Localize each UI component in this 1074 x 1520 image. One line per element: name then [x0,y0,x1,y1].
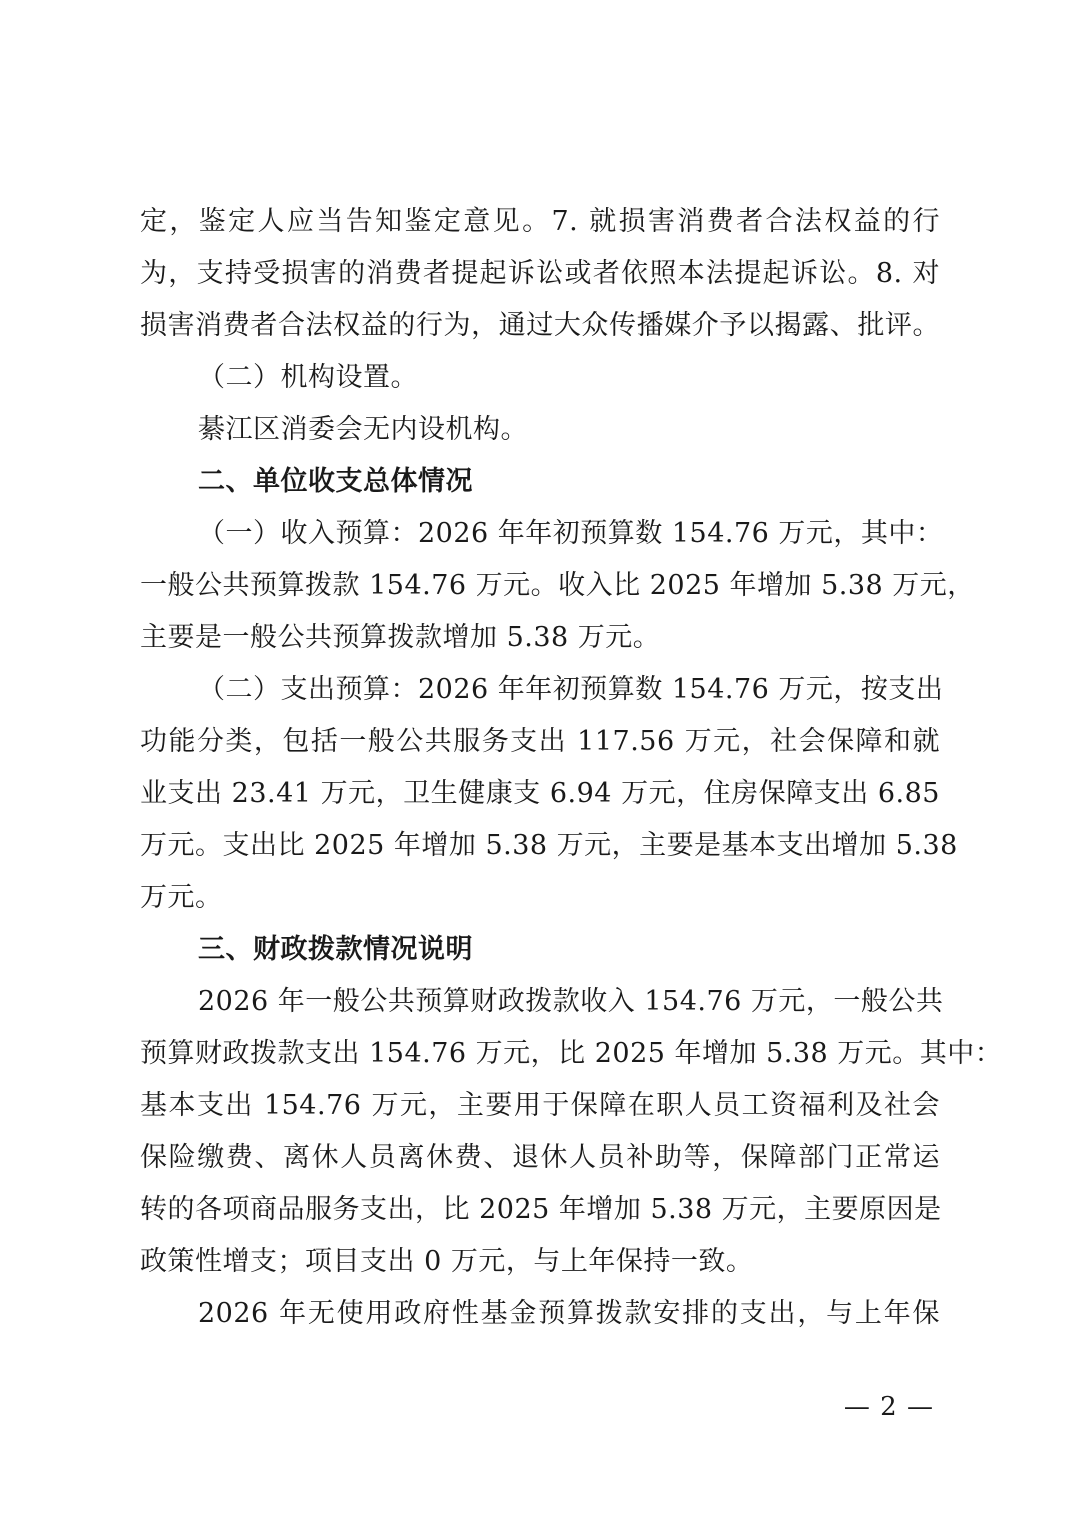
paragraph-line: 损害消费者合法权益的行为，通过大众传播媒介予以揭露、批评。 [140,310,940,341]
section-heading: 三、财政拨款情况说明 [198,934,473,965]
paragraph-line: 政策性增支；项目支出 0 万元，与上年保持一致。 [140,1246,754,1277]
paragraph-line: 万元。 [140,882,223,913]
paragraph-line: 为，支持受损害的消费者提起诉讼或者依照本法提起诉讼。8. 对 [140,258,940,289]
paragraph-line: 预算财政拨款支出 154.76 万元，比 2025 年增加 5.38 万元。其中： [140,1038,1003,1069]
paragraph-line: 定，鉴定人应当告知鉴定意见。7. 就损害消费者合法权益的行 [140,206,940,237]
paragraph-line: 转的各项商品服务支出，比 2025 年增加 5.38 万元，主要原因是 [140,1194,942,1225]
paragraph-line: 万元。支出比 2025 年增加 5.38 万元，主要是基本支出增加 5.38 [140,830,958,861]
paragraph-line: 保险缴费、离休人员离休费、退休人员补助等，保障部门正常运 [140,1142,940,1173]
section-subheading: （二）机构设置。 [198,362,418,393]
paragraph-line: （一）收入预算：2026 年年初预算数 154.76 万元，其中： [198,518,944,549]
paragraph-line: 2026 年一般公共预算财政拨款收入 154.76 万元，一般公共 [198,986,944,1017]
document-body [140,196,1003,1340]
paragraph-line: 綦江区消委会无内设机构。 [198,414,528,445]
paragraph-line: 业支出 23.41 万元，卫生健康支 6.94 万元，住房保障支出 6.85 [140,778,940,809]
paragraph-line: （二）支出预算：2026 年年初预算数 154.76 万元，按支出 [198,674,944,705]
paragraph-line: 主要是一般公共预算拨款增加 5.38 万元。 [140,622,661,653]
page-number: — 2 — [843,1392,934,1422]
paragraph-line: 一般公共预算拨款 154.76 万元。收入比 2025 年增加 5.38 万元， [140,570,975,601]
paragraph-line: 基本支出 154.76 万元，主要用于保障在职人员工资福利及社会 [140,1090,940,1121]
section-heading: 二、单位收支总体情况 [198,466,473,497]
paragraph-line: 功能分类，包括一般公共服务支出 117.56 万元，社会保障和就 [140,726,940,757]
paragraph-line: 2026 年无使用政府性基金预算拨款安排的支出，与上年保 [198,1298,940,1329]
